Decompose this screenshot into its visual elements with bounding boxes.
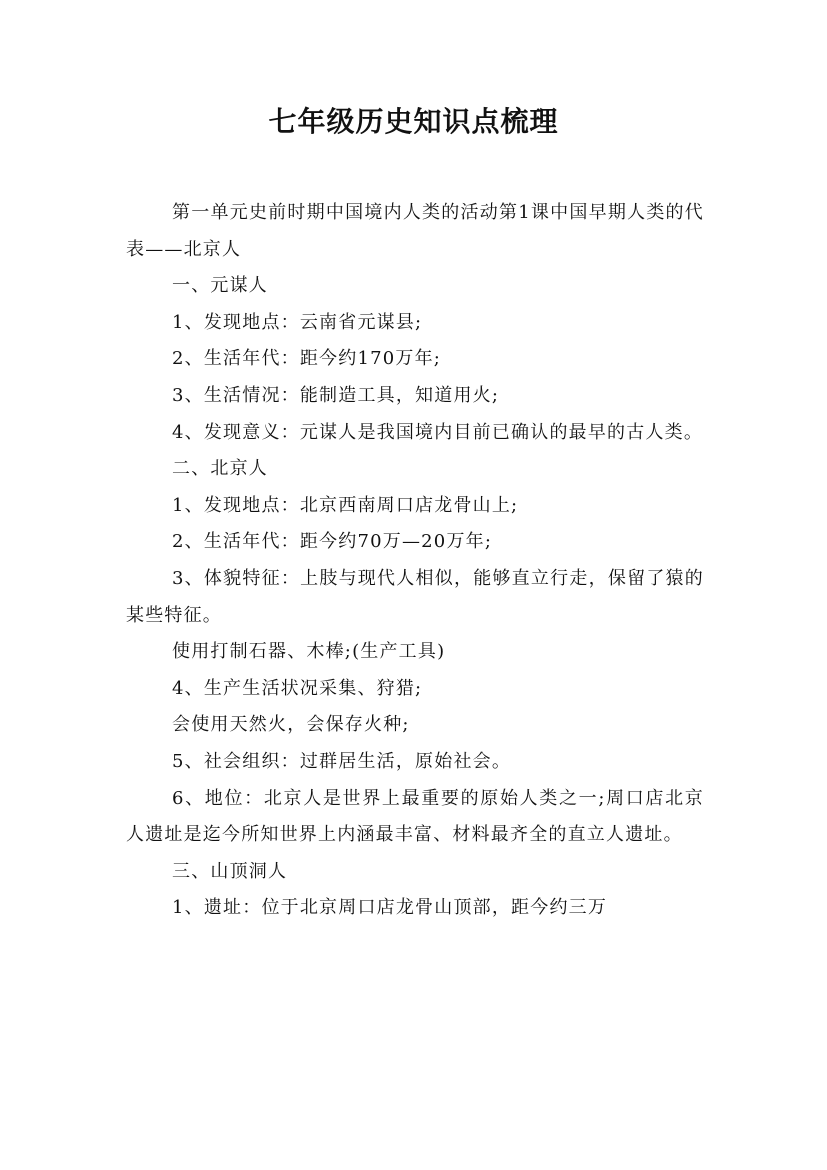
section-heading-shandingdong: 三、山顶洞人 — [172, 860, 288, 882]
paragraph-item: 2、生活年代：距今约170万年; — [172, 348, 442, 370]
document-body — [126, 195, 704, 927]
paragraph-item: 1、发现地点：云南省元谋县; — [172, 311, 423, 333]
paragraph-item: 2、生活年代：距今约70万—20万年; — [172, 531, 493, 553]
paragraph-item: 使用打制石器、木棒;(生产工具) — [172, 641, 446, 663]
paragraph-item: 5、社会组织：过群居生活，原始社会。 — [172, 750, 512, 772]
paragraph-item: 1、遗址：位于北京周口店龙骨山顶部，距今约三万 — [172, 897, 608, 919]
document-title: 七年级历史知识点梳理 — [268, 105, 559, 138]
paragraph-unit-heading: 第一单元史前时期中国境内人类的活动第1课中国早期人类的代表——北京人 — [126, 202, 704, 260]
paragraph-item: 4、发现意义：元谋人是我国境内目前已确认的最早的古人类。 — [172, 421, 704, 443]
paragraph-item: 6、地位：北京人是世界上最重要的原始人类之一;周口店北京人遗址是迄今所知世界上内涵最丰富、材料最齐全的直立人遗址。 — [126, 787, 704, 846]
paragraph-item: 3、体貌特征：上肢与现代人相似，能够直立行走，保留了猿的某些特征。 — [126, 567, 704, 626]
paragraph-item: 1、发现地点：北京西南周口店龙骨山上; — [172, 494, 519, 516]
paragraph-item: 4、生产生活状况采集、狩猎; — [172, 677, 423, 699]
section-heading-yuanmou: 一、元谋人 — [172, 275, 268, 297]
paragraph-item: 会使用天然火，会保存火种; — [172, 714, 410, 736]
section-heading-beijing: 二、北京人 — [172, 458, 268, 480]
paragraph-item: 3、生活情况：能制造工具，知道用火; — [172, 384, 500, 406]
